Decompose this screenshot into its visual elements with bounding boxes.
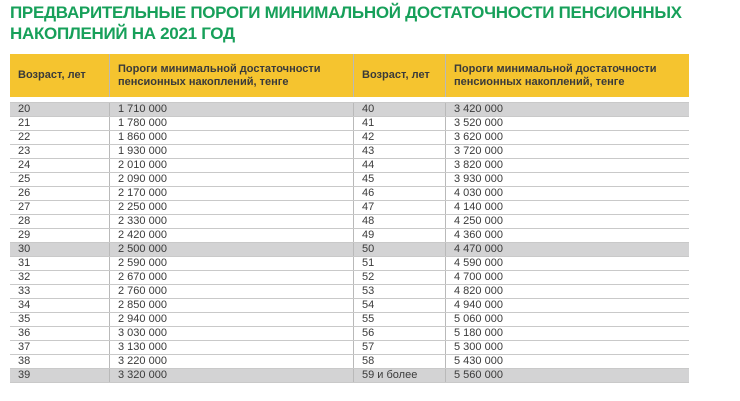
age-cell-left: 30 bbox=[10, 243, 110, 256]
value-cell-left: 2 590 000 bbox=[110, 257, 354, 270]
age-cell-right: 43 bbox=[354, 145, 446, 158]
value-cell-right: 3 420 000 bbox=[454, 103, 503, 115]
age-cell-right: 52 bbox=[354, 271, 446, 284]
age-cell-right: 49 bbox=[354, 229, 446, 242]
value-cell-right: 5 560 000 bbox=[454, 369, 503, 381]
age-cell-left: 33 bbox=[10, 285, 110, 298]
value-cell-left: 3 320 000 bbox=[110, 369, 354, 382]
table-row bbox=[10, 341, 689, 355]
table-row bbox=[10, 299, 689, 313]
value-cell-left: 1 860 000 bbox=[110, 131, 354, 144]
value-cell-right: 4 940 000 bbox=[454, 299, 503, 311]
value-cell-left: 2 670 000 bbox=[110, 271, 354, 284]
age-cell-left: 27 bbox=[10, 201, 110, 214]
table-row bbox=[10, 102, 689, 117]
age-cell-right: 41 bbox=[354, 117, 446, 130]
table-row bbox=[10, 271, 689, 285]
value-cell-left: 1 710 000 bbox=[110, 103, 354, 116]
table-row bbox=[10, 369, 689, 383]
header-threshold-right: Пороги минимальной достаточности пенсионных накоплений, тенге bbox=[454, 62, 657, 88]
table-row bbox=[10, 257, 689, 271]
table-row bbox=[10, 243, 689, 257]
value-cell-right: 4 030 000 bbox=[454, 187, 503, 199]
value-cell-left: 2 760 000 bbox=[110, 285, 354, 298]
table-row bbox=[10, 215, 689, 229]
age-cell-left: 35 bbox=[10, 313, 110, 326]
value-cell-right: 4 820 000 bbox=[454, 285, 503, 297]
age-cell-right: 54 bbox=[354, 299, 446, 312]
pension-thresholds-table bbox=[10, 54, 689, 383]
age-cell-right: 40 bbox=[354, 103, 446, 116]
value-cell-left: 3 130 000 bbox=[110, 341, 354, 354]
value-cell-left: 2 500 000 bbox=[110, 243, 354, 256]
header-age-left: Возраст, лет bbox=[10, 54, 110, 97]
value-cell-left: 3 220 000 bbox=[110, 355, 354, 368]
age-cell-right: 46 bbox=[354, 187, 446, 200]
value-cell-right: 4 140 000 bbox=[454, 201, 503, 213]
value-cell-left: 2 170 000 bbox=[110, 187, 354, 200]
age-cell-right: 44 bbox=[354, 159, 446, 172]
age-cell-left: 25 bbox=[10, 173, 110, 186]
table-row bbox=[10, 187, 689, 201]
age-cell-right: 58 bbox=[354, 355, 446, 368]
table-row bbox=[10, 145, 689, 159]
value-cell-left: 1 930 000 bbox=[110, 145, 354, 158]
age-cell-left: 22 bbox=[10, 131, 110, 144]
age-cell-left: 38 bbox=[10, 355, 110, 368]
age-cell-left: 34 bbox=[10, 299, 110, 312]
value-cell-right: 3 720 000 bbox=[454, 145, 503, 157]
table-row bbox=[10, 355, 689, 369]
value-cell-left: 2 010 000 bbox=[110, 159, 354, 172]
value-cell-left: 2 250 000 bbox=[110, 201, 354, 214]
age-cell-right: 55 bbox=[354, 313, 446, 326]
value-cell-right: 5 180 000 bbox=[454, 327, 503, 339]
table-row bbox=[10, 229, 689, 243]
table-row bbox=[10, 173, 689, 187]
value-cell-right: 3 620 000 bbox=[454, 131, 503, 143]
age-cell-left: 28 bbox=[10, 215, 110, 228]
table-row bbox=[10, 131, 689, 145]
table-header-row bbox=[10, 54, 689, 97]
value-cell-right: 3 930 000 bbox=[454, 173, 503, 185]
age-cell-right: 47 bbox=[354, 201, 446, 214]
value-cell-right: 4 360 000 bbox=[454, 229, 503, 241]
age-cell-left: 32 bbox=[10, 271, 110, 284]
value-cell-left: 3 030 000 bbox=[110, 327, 354, 340]
value-cell-left: 2 090 000 bbox=[110, 173, 354, 186]
value-cell-left: 2 420 000 bbox=[110, 229, 354, 242]
table-body bbox=[10, 102, 689, 383]
table-row bbox=[10, 327, 689, 341]
value-cell-right: 4 590 000 bbox=[454, 257, 503, 269]
value-cell-left: 2 850 000 bbox=[110, 299, 354, 312]
value-cell-right: 4 700 000 bbox=[454, 271, 503, 283]
value-cell-right: 5 430 000 bbox=[454, 355, 503, 367]
age-cell-left: 21 bbox=[10, 117, 110, 130]
header-age-right: Возраст, лет bbox=[354, 54, 446, 97]
age-cell-right: 53 bbox=[354, 285, 446, 298]
table-row bbox=[10, 285, 689, 299]
page-title bbox=[10, 2, 740, 44]
page-title-line-1: ПРЕДВАРИТЕЛЬНЫЕ ПОРОГИ МИНИМАЛЬНОЙ ДОСТАТОЧНОСТИ ПЕНСИОННЫХ bbox=[10, 3, 682, 22]
value-cell-right: 4 250 000 bbox=[454, 215, 503, 227]
age-cell-left: 23 bbox=[10, 145, 110, 158]
age-cell-left: 36 bbox=[10, 327, 110, 340]
value-cell-right: 3 820 000 bbox=[454, 159, 503, 171]
value-cell-right: 4 470 000 bbox=[454, 243, 503, 255]
age-cell-right: 56 bbox=[354, 327, 446, 340]
page-title-line-2: НАКОПЛЕНИЙ НА 2021 ГОД bbox=[10, 24, 235, 43]
table-row bbox=[10, 201, 689, 215]
age-cell-left: 29 bbox=[10, 229, 110, 242]
header-threshold-left: Пороги минимальной достаточности пенсионных накоплений, тенге bbox=[110, 54, 354, 97]
value-cell-left: 2 940 000 bbox=[110, 313, 354, 326]
age-cell-right: 48 bbox=[354, 215, 446, 228]
table-row bbox=[10, 159, 689, 173]
age-cell-left: 31 bbox=[10, 257, 110, 270]
age-cell-left: 20 bbox=[10, 103, 110, 116]
value-cell-left: 2 330 000 bbox=[110, 215, 354, 228]
age-cell-right: 51 bbox=[354, 257, 446, 270]
value-cell-right: 5 300 000 bbox=[454, 341, 503, 353]
age-cell-left: 26 bbox=[10, 187, 110, 200]
age-cell-right: 59 и более bbox=[354, 369, 446, 382]
table-row bbox=[10, 117, 689, 131]
age-cell-right: 42 bbox=[354, 131, 446, 144]
value-cell-right: 3 520 000 bbox=[454, 117, 503, 129]
table-row bbox=[10, 313, 689, 327]
age-cell-right: 50 bbox=[354, 243, 446, 256]
age-cell-left: 24 bbox=[10, 159, 110, 172]
age-cell-left: 39 bbox=[10, 369, 110, 382]
age-cell-right: 45 bbox=[354, 173, 446, 186]
age-cell-left: 37 bbox=[10, 341, 110, 354]
value-cell-right: 5 060 000 bbox=[454, 313, 503, 325]
value-cell-left: 1 780 000 bbox=[110, 117, 354, 130]
age-cell-right: 57 bbox=[354, 341, 446, 354]
